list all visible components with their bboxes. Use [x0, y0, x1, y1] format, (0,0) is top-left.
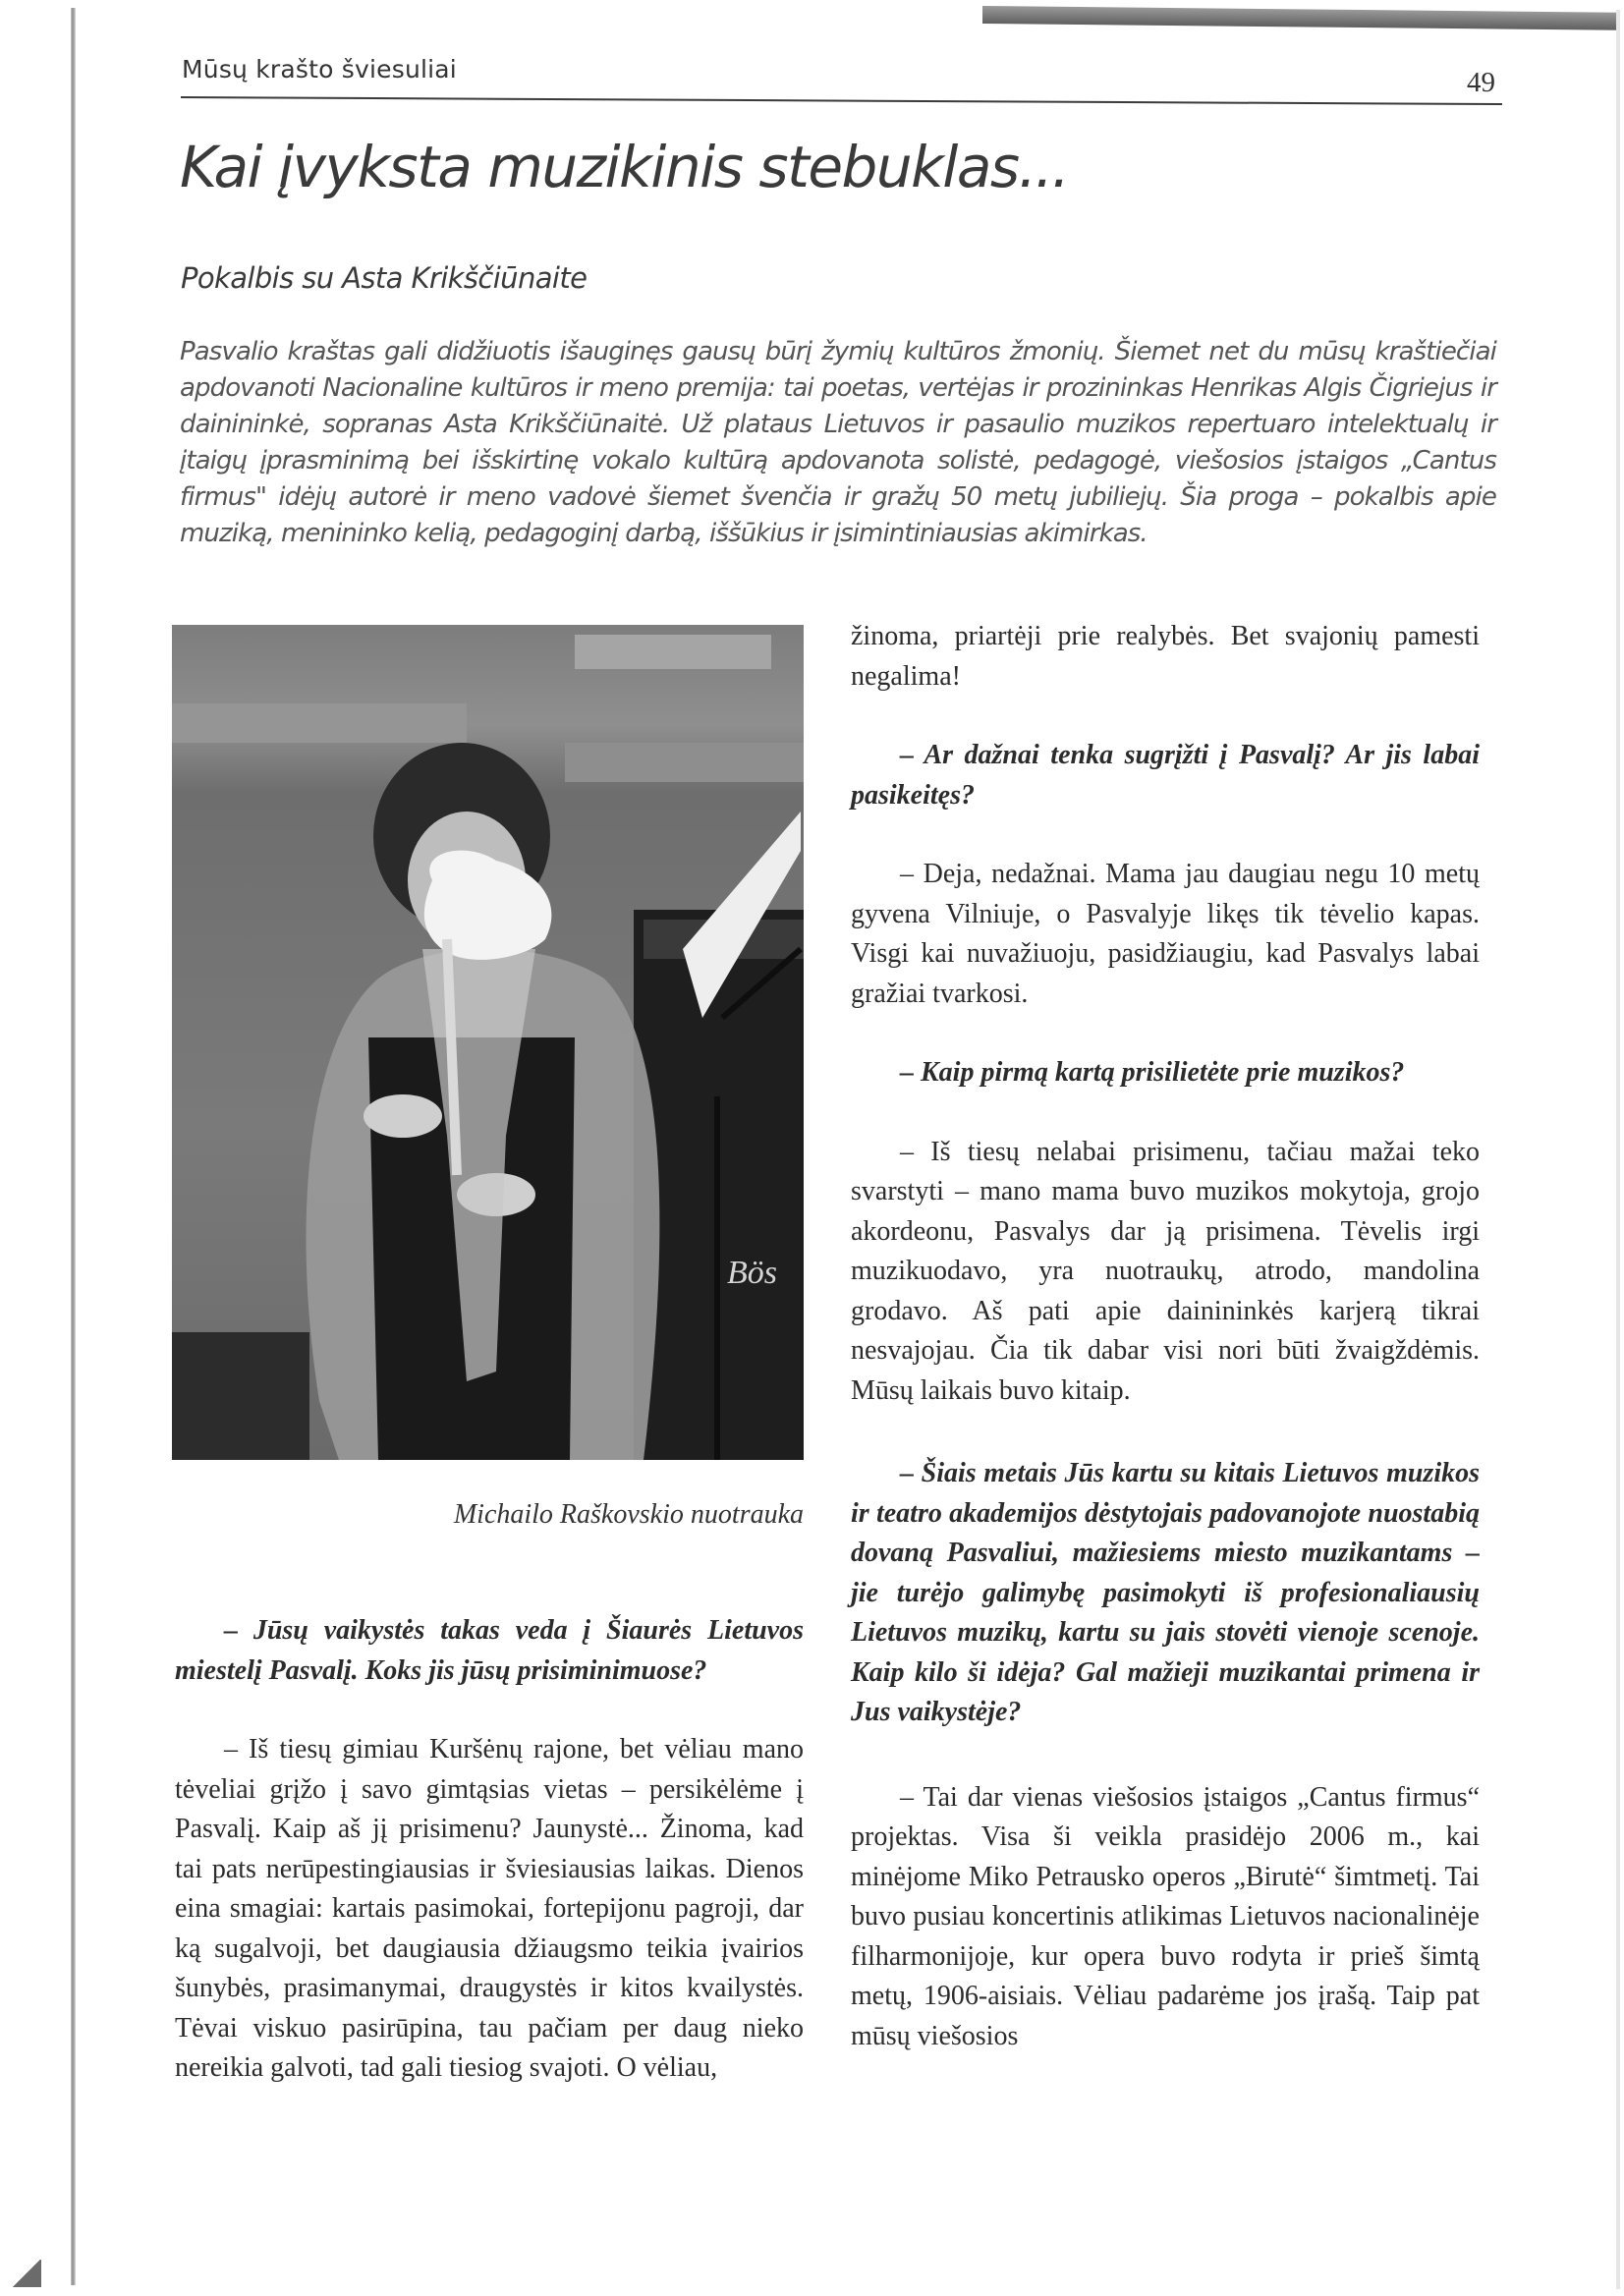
interview-answer: – Deja, nedažnai. Mama jau daugiau negu 10 metų gyvena Vilniuje, o Pasvalyje likęs tik tėvelio kapas. Visgi kai nuvažiuoju, pasidžiaugiu, kad Pasvalys labai gražiai tvarkosi.	[851, 859, 1480, 1009]
scan-corner-shadow	[12, 2260, 41, 2287]
answer-continuation: žinoma, priartėji prie realybės. Bet svajonių pamesti negalima!	[851, 621, 1480, 692]
photo-light-panel	[575, 635, 771, 669]
interview-answer: – Iš tiesų gimiau Kuršėnų rajone, bet vėliau mano tėveliai grįžo į savo gimtąsias vietas – persikėlėme į Pasvalį. Kaip aš jį prisimenu? Jaunystė... Žinoma, kad tai pats nerūpestingiausias ir šviesiausias laikas. Dienos eina smagiai: kartais pasimokai, fortepijonu pagroji, dar ką sugalvoji, bet daugiausia džiaugsmo teikia įvairios šunybės, prasimanymai, draugystės ir kitos kvailystės. Tėvai viskuo pasirūpina, tau pačiam per daug nieko nereikia galvoti, tad gali tiesiog svajoti. O vėliau,	[175, 1734, 804, 2083]
page-number: 49	[1467, 67, 1495, 98]
article-title: Kai įvyksta muzikinis stebuklas...	[180, 134, 1069, 200]
photo-illustration	[172, 625, 804, 1460]
interview-answer: – Tai dar vienas viešosios įstaigos „Cantus firmus“ projektas. Visa ši veikla prasidėjo 2006 m., kai minėjome Miko Petrausko operos „Birutė“ šimtmetį. Tai buvo pusiau koncertinis atlikimas Lietuvos nacionalinėje filharmonijoje, kur opera buvo rodyta ir prieš šimtą metų, 1906-aisiais. Vėliau padarėme jos įrašą. Taip pat mūsų viešosios	[851, 1781, 1480, 2051]
scan-binding-edge	[71, 8, 76, 2285]
interview-question: – Kaip pirmą kartą prisilietėte prie muzikos?	[900, 1057, 1405, 1088]
interview-answer: – Iš tiesų nelabai prisimenu, tačiau mažai teko svarstyti – mano mama buvo muzikos mokytoja, grojo akordeonu, Pasvalys dar ją prisimena. Tėvelis irgi muzikuodavo, yra nuotraukų, atrodo, mandolina grodavo. Aš pati apie dainininkės karjerą tikrai nesvajojau. Čia tik dabar visi nori būti žvaigždėmis. Mūsų laikais buvo kitaip.	[851, 1136, 1480, 1406]
article-subtitle: Pokalbis su Asta Krikščiūnaite	[181, 261, 588, 295]
interview-question: – Jūsų vaikystės takas veda į Šiaurės Lietuvos miestelį Pasvalį. Koks jis jūsų prisiminimuose?	[175, 1615, 804, 1686]
interview-question: – Šiais metais Jūs kartu su kitais Lietuvos muzikos ir teatro akademijos dėstytojais padovanojote nuostabią dovaną Pasvaliui, mažiesiems miesto muzikantams – jie turėjo galimybę pasimokyti iš profesionaliausių Lietuvos muzikų, kartu su jais stovėti vienoje scenoje. Kaip kilo ši idėja? Gal mažieji muzikantai primena ir Jus vaikystėje?	[851, 1458, 1480, 1727]
interview-question: – Ar dažnai tenka sugrįžti į Pasvalį? Ar jis labai pasikeitęs?	[851, 740, 1480, 811]
photo-caption: Michailo Raškovskio nuotrauka	[453, 1499, 804, 1530]
scan-top-shadow	[982, 6, 1619, 30]
right-column	[851, 617, 1480, 2056]
header-rule	[181, 96, 1502, 105]
piano-logo: Bös	[727, 1255, 777, 1291]
scan-right-edge	[1616, 10, 1620, 2289]
running-head: Mūsų krašto šviesuliai	[182, 55, 457, 84]
left-column	[175, 1611, 804, 2089]
article-intro: Pasvalio kraštas gali didžiuotis išauginęs gausų būrį žymių kultūros žmonių. Šiemet net du mūsų kraštiečiai apdovanoti Nacionaline kultūros ir meno premija: tai poetas, vertėjas ir prozininkas Henrikas Algis Čigriejus ir dainininkė, sopranas Asta Krikščiūnaitė. Už plataus Lietuvos ir pasaulio muzikos repertuaro intelektualų ir įtaigų įprasminimą bei išskirtinę vokalo kultūrą apdovanota solistė, pedagogė, viešosios įstaigos „Cantus firmus" idėjų autorė ir meno vadovė šiemet švenčia ir gražų 50 metų jubiliejų. Šia proga – pokalbis apie muziką, menininko kelią, pedagoginį darbą, iššūkius ir įsimintiniausias akimirkas.	[180, 337, 1496, 548]
portrait-photo	[172, 625, 804, 1460]
